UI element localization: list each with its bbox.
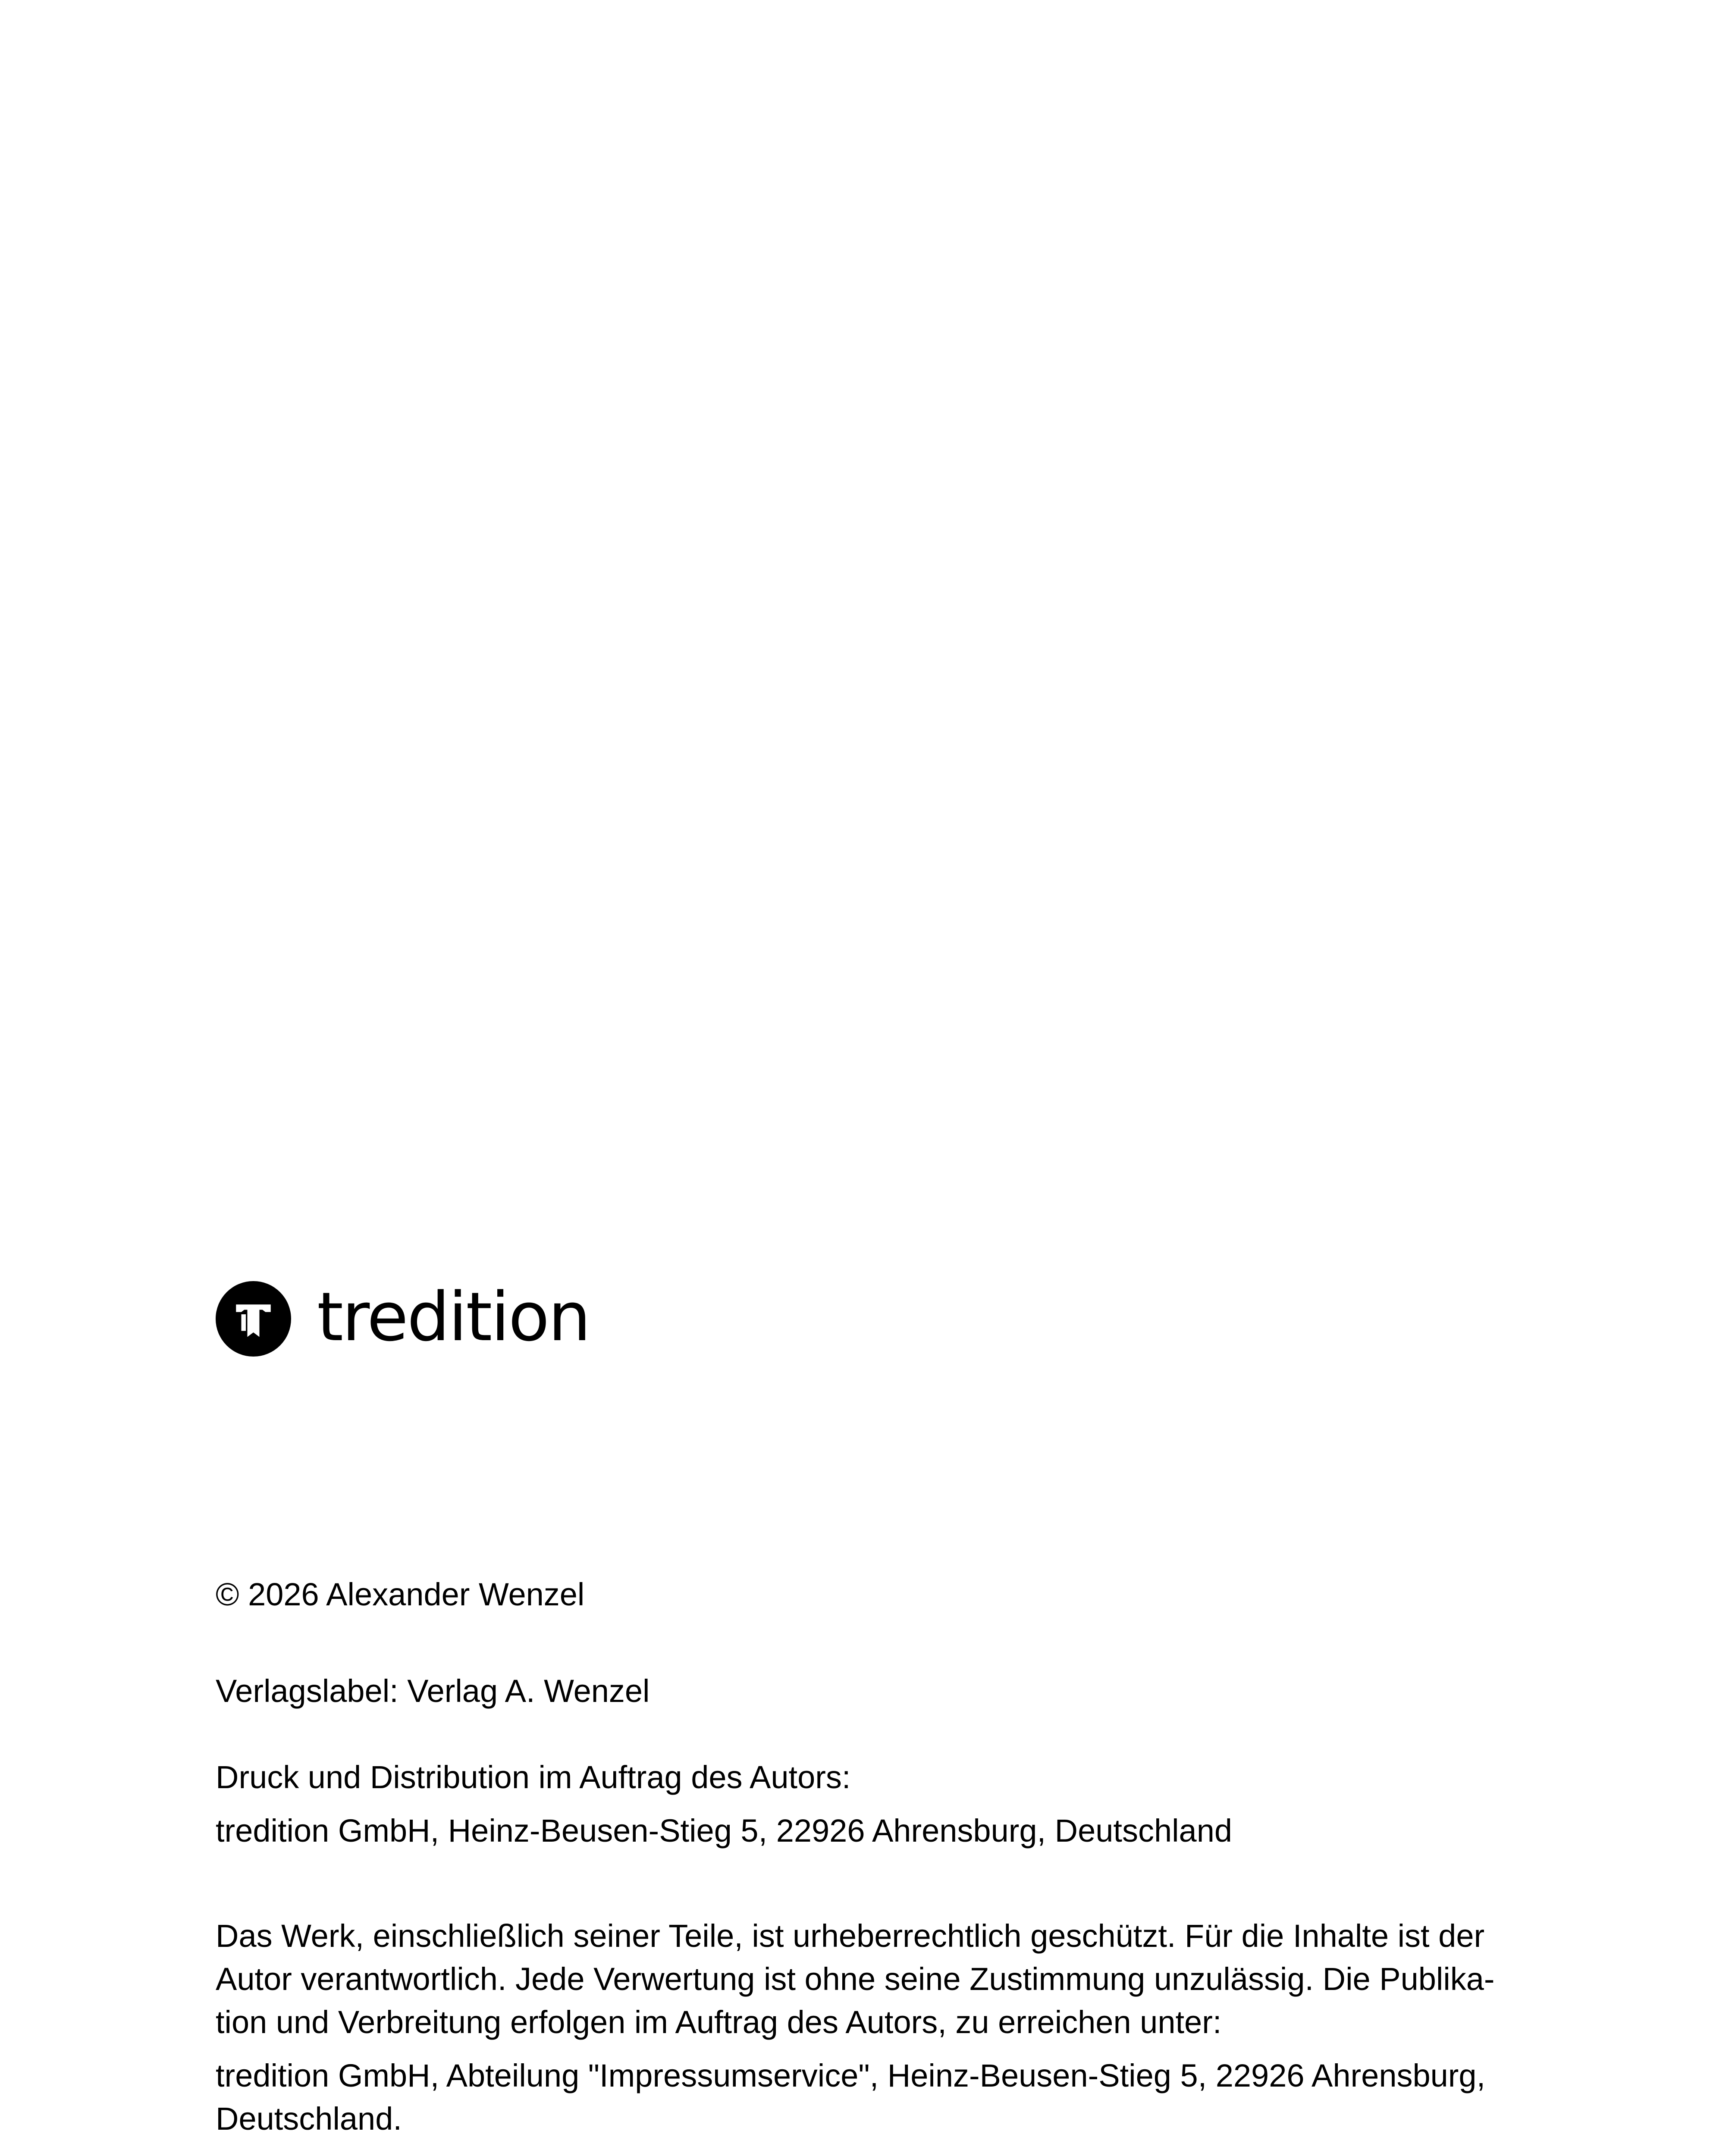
publisher-logo bbox=[216, 1280, 590, 1357]
logo-wordmark: tredition bbox=[317, 1278, 590, 1356]
rights-address-line-2: Deutschland. bbox=[216, 2101, 402, 2137]
copyright-notice: © 2026 Alexander Wenzel bbox=[216, 1576, 585, 1612]
rights-address-line-1: tredition GmbH, Abteilung "Impressumservice", Heinz-Beusen-Stieg 5, 22926 Ahrensburg, bbox=[216, 2058, 1486, 2093]
publisher-label: Verlagslabel: Verlag A. Wenzel bbox=[216, 1673, 650, 1709]
rights-line-1: Das Werk, einschließlich seiner Teile, ist urheberrechtlich geschützt. Für die Inhalte ist der bbox=[216, 1918, 1485, 1954]
printing-heading: Druck und Distribution im Auftrag des Autors: bbox=[216, 1759, 851, 1795]
tredition-logo-icon bbox=[216, 1281, 291, 1357]
rights-line-2: Autor verantwortlich. Jede Verwertung ist ohne seine Zustimmung unzulässig. Die Publika- bbox=[216, 1961, 1495, 1997]
printing-address: tredition GmbH, Heinz-Beusen-Stieg 5, 22926 Ahrensburg, Deutschland bbox=[216, 1813, 1233, 1849]
rights-line-3: tion und Verbreitung erfolgen im Auftrag des Autors, zu erreichen unter: bbox=[216, 2004, 1222, 2040]
